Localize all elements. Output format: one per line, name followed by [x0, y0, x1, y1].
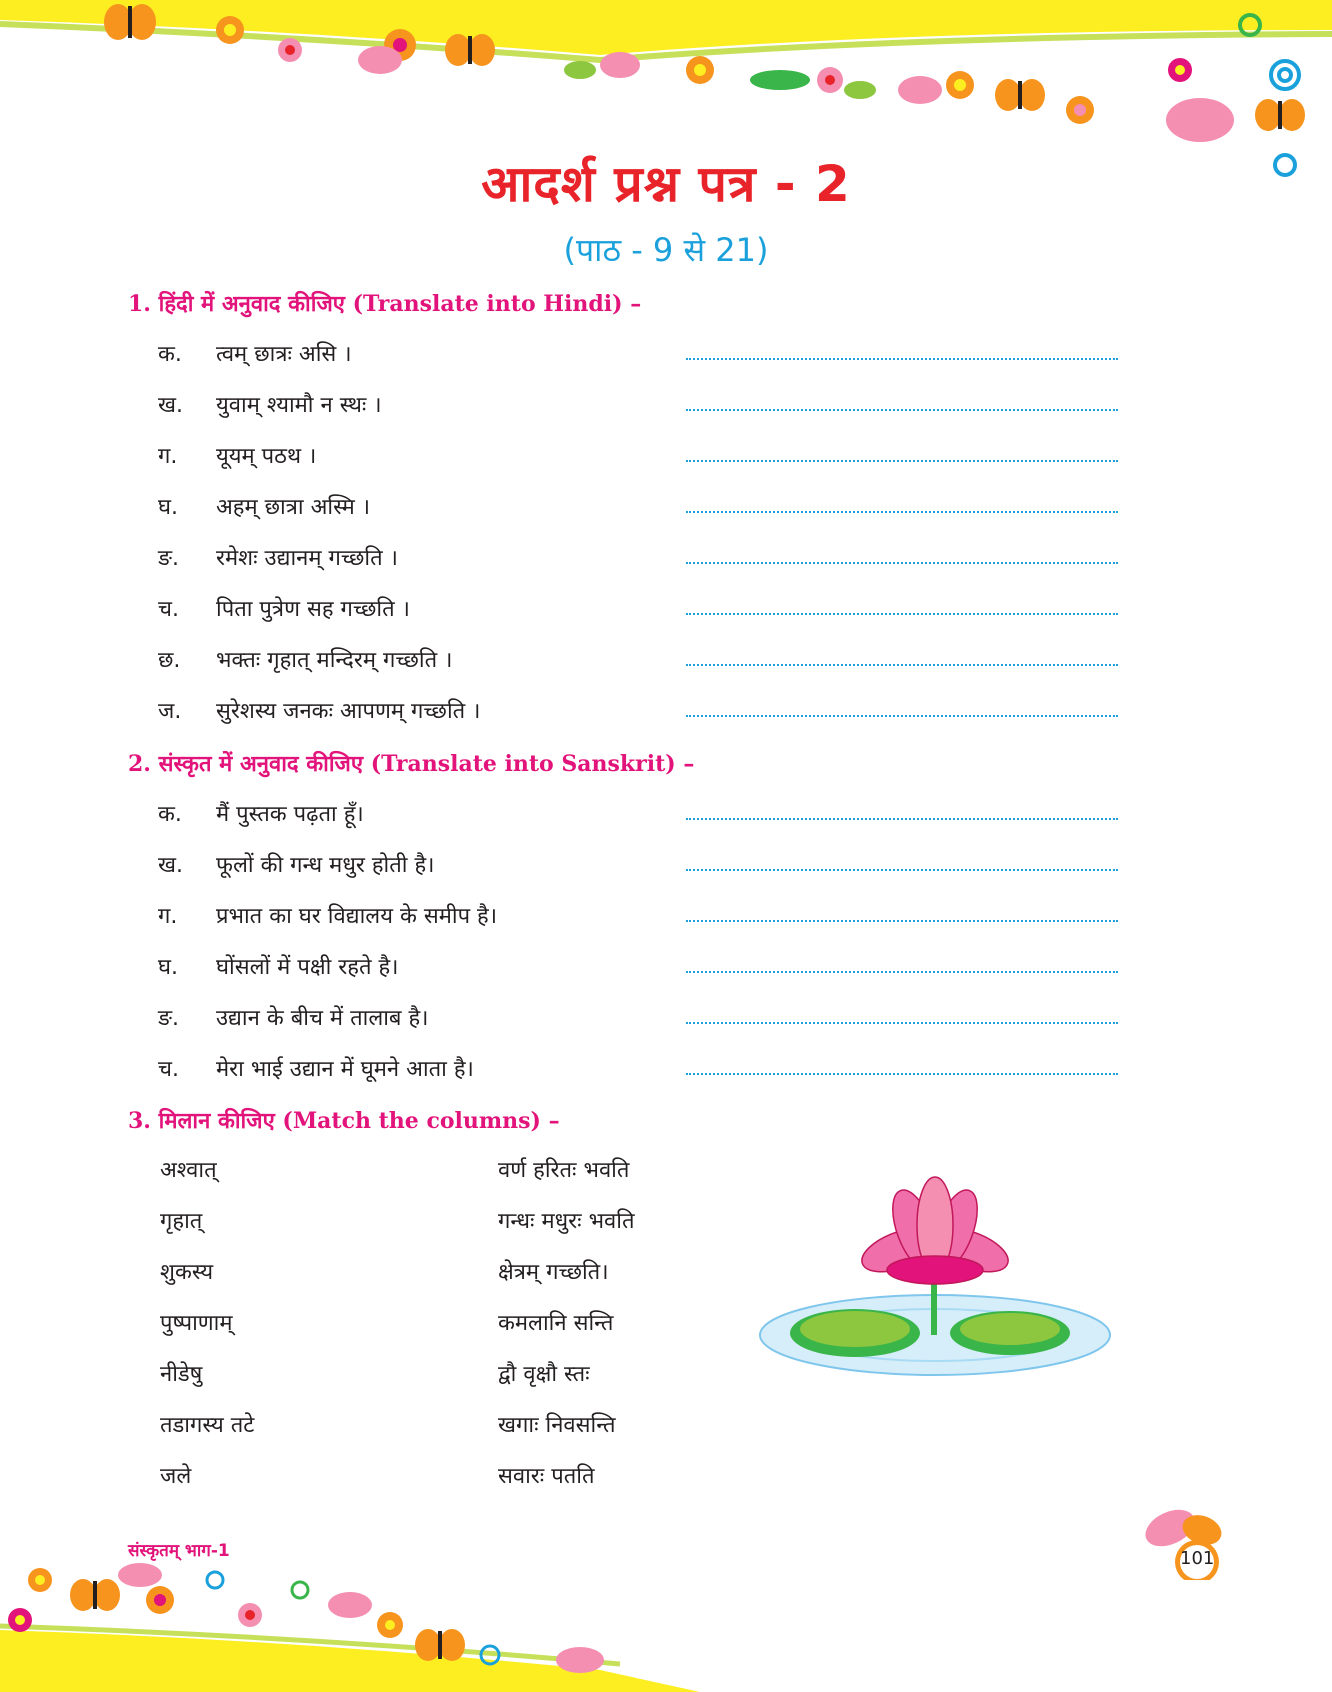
q2-item [158, 951, 1118, 991]
q1-item [158, 491, 1118, 531]
item-marker: घ. [158, 495, 178, 520]
item-marker: घ. [158, 955, 178, 980]
item-text: मैं पुस्तक पढ़ता हूँ। [216, 802, 364, 827]
item-text: प्रभात का घर विद्यालय के समीप है। [216, 904, 498, 929]
item-marker: ख. [158, 853, 183, 878]
butterfly-icon [104, 4, 156, 40]
item-text: युवाम् श्यामौ न स्थः । [216, 393, 382, 418]
butterfly-icon [1255, 99, 1305, 131]
q1-item [158, 644, 1118, 684]
match-left-item: जले [160, 1464, 192, 1489]
match-left-item: गृहात् [160, 1209, 203, 1234]
q1-item [158, 440, 1118, 480]
bottom-floral-border [0, 1560, 1332, 1692]
match-right-item: वर्ण हरितः भवति [498, 1158, 630, 1183]
item-text: यूयम् पठथ । [216, 444, 317, 469]
match-right-item: द्वौ वृक्षौ स्तः [498, 1362, 590, 1387]
item-text: फूलों की गन्ध मधुर होती है। [216, 853, 435, 878]
q2-item [158, 900, 1118, 940]
item-text: पिता पुत्रेण सह गच्छति । [216, 597, 410, 622]
answer-line[interactable] [686, 818, 1118, 820]
answer-line[interactable] [686, 715, 1118, 717]
match-right-item: खगाः निवसन्ति [498, 1413, 616, 1438]
q1-item [158, 542, 1118, 582]
answer-line[interactable] [686, 460, 1118, 462]
question-1-heading: 1. हिंदी में अनुवाद कीजिए (Translate into Hindi) – [128, 291, 642, 317]
butterfly-icon [445, 34, 495, 66]
question-2-heading: 2. संस्कृत में अनुवाद कीजिए (Translate into Sanskrit) – [128, 751, 695, 777]
butterfly-icon [70, 1579, 120, 1611]
item-marker: क. [158, 802, 182, 827]
answer-line[interactable] [686, 1073, 1118, 1075]
item-text: रमेशः उद्यानम् गच्छति । [216, 546, 398, 571]
match-left-item: शुकस्य [160, 1260, 214, 1285]
answer-line[interactable] [686, 920, 1118, 922]
answer-line[interactable] [686, 511, 1118, 513]
q2-item [158, 798, 1118, 838]
q1-item [158, 338, 1118, 378]
q1-item [158, 695, 1118, 735]
lotus-illustration [755, 1175, 1115, 1385]
item-marker: ङ. [158, 546, 180, 571]
item-text: मेरा भाई उद्यान में घूमने आता है। [216, 1057, 474, 1082]
answer-line[interactable] [686, 358, 1118, 360]
page-subtitle: (पाठ - 9 से 21) [563, 231, 769, 269]
item-marker: ज. [158, 699, 182, 724]
match-left-item: तडागस्य तटे [160, 1413, 255, 1438]
page-number: 101 [1180, 1548, 1215, 1569]
answer-line[interactable] [686, 971, 1118, 973]
answer-line[interactable] [686, 664, 1118, 666]
answer-line[interactable] [686, 409, 1118, 411]
match-left-item: नीडेषु [160, 1362, 203, 1387]
butterfly-icon [995, 79, 1045, 111]
q1-item [158, 389, 1118, 429]
item-text: त्वम् छात्रः असि । [216, 342, 352, 367]
item-marker: क. [158, 342, 182, 367]
match-right-item: कमलानि सन्ति [498, 1311, 614, 1336]
page-title: आदर्श प्रश्न पत्र - 2 [481, 155, 851, 213]
q2-item [158, 1053, 1118, 1093]
item-text: उद्यान के बीच में तालाब है। [216, 1006, 429, 1031]
item-marker: छ. [158, 648, 181, 673]
item-marker: ख. [158, 393, 183, 418]
item-text: सुरेशस्य जनकः आपणम् गच्छति । [216, 699, 481, 724]
item-text: भक्तः गृहात् मन्दिरम् गच्छति । [216, 648, 453, 673]
item-marker: च. [158, 1057, 179, 1082]
match-left-item: अश्वात् [160, 1158, 217, 1183]
item-text: घोंसलों में पक्षी रहते है। [216, 955, 399, 980]
question-3-heading: 3. मिलान कीजिए (Match the columns) – [128, 1108, 560, 1134]
item-marker: ङ. [158, 1006, 180, 1031]
item-marker: ग. [158, 444, 178, 469]
item-marker: ग. [158, 904, 178, 929]
book-title-footer: संस्कृतम् भाग-1 [128, 1541, 230, 1561]
match-right-item: सवारः पतति [498, 1464, 595, 1489]
butterfly-icon [415, 1629, 465, 1661]
match-left-item: पुष्पाणाम् [160, 1311, 233, 1336]
answer-line[interactable] [686, 562, 1118, 564]
q1-item [158, 593, 1118, 633]
item-text: अहम् छात्रा अस्मि । [216, 495, 371, 520]
answer-line[interactable] [686, 869, 1118, 871]
answer-line[interactable] [686, 1022, 1118, 1024]
match-right-item: क्षेत्रम् गच्छति। [498, 1260, 609, 1285]
item-marker: च. [158, 597, 179, 622]
match-right-item: गन्धः मधुरः भवति [498, 1209, 635, 1234]
q2-item [158, 849, 1118, 889]
q2-item [158, 1002, 1118, 1042]
answer-line[interactable] [686, 613, 1118, 615]
